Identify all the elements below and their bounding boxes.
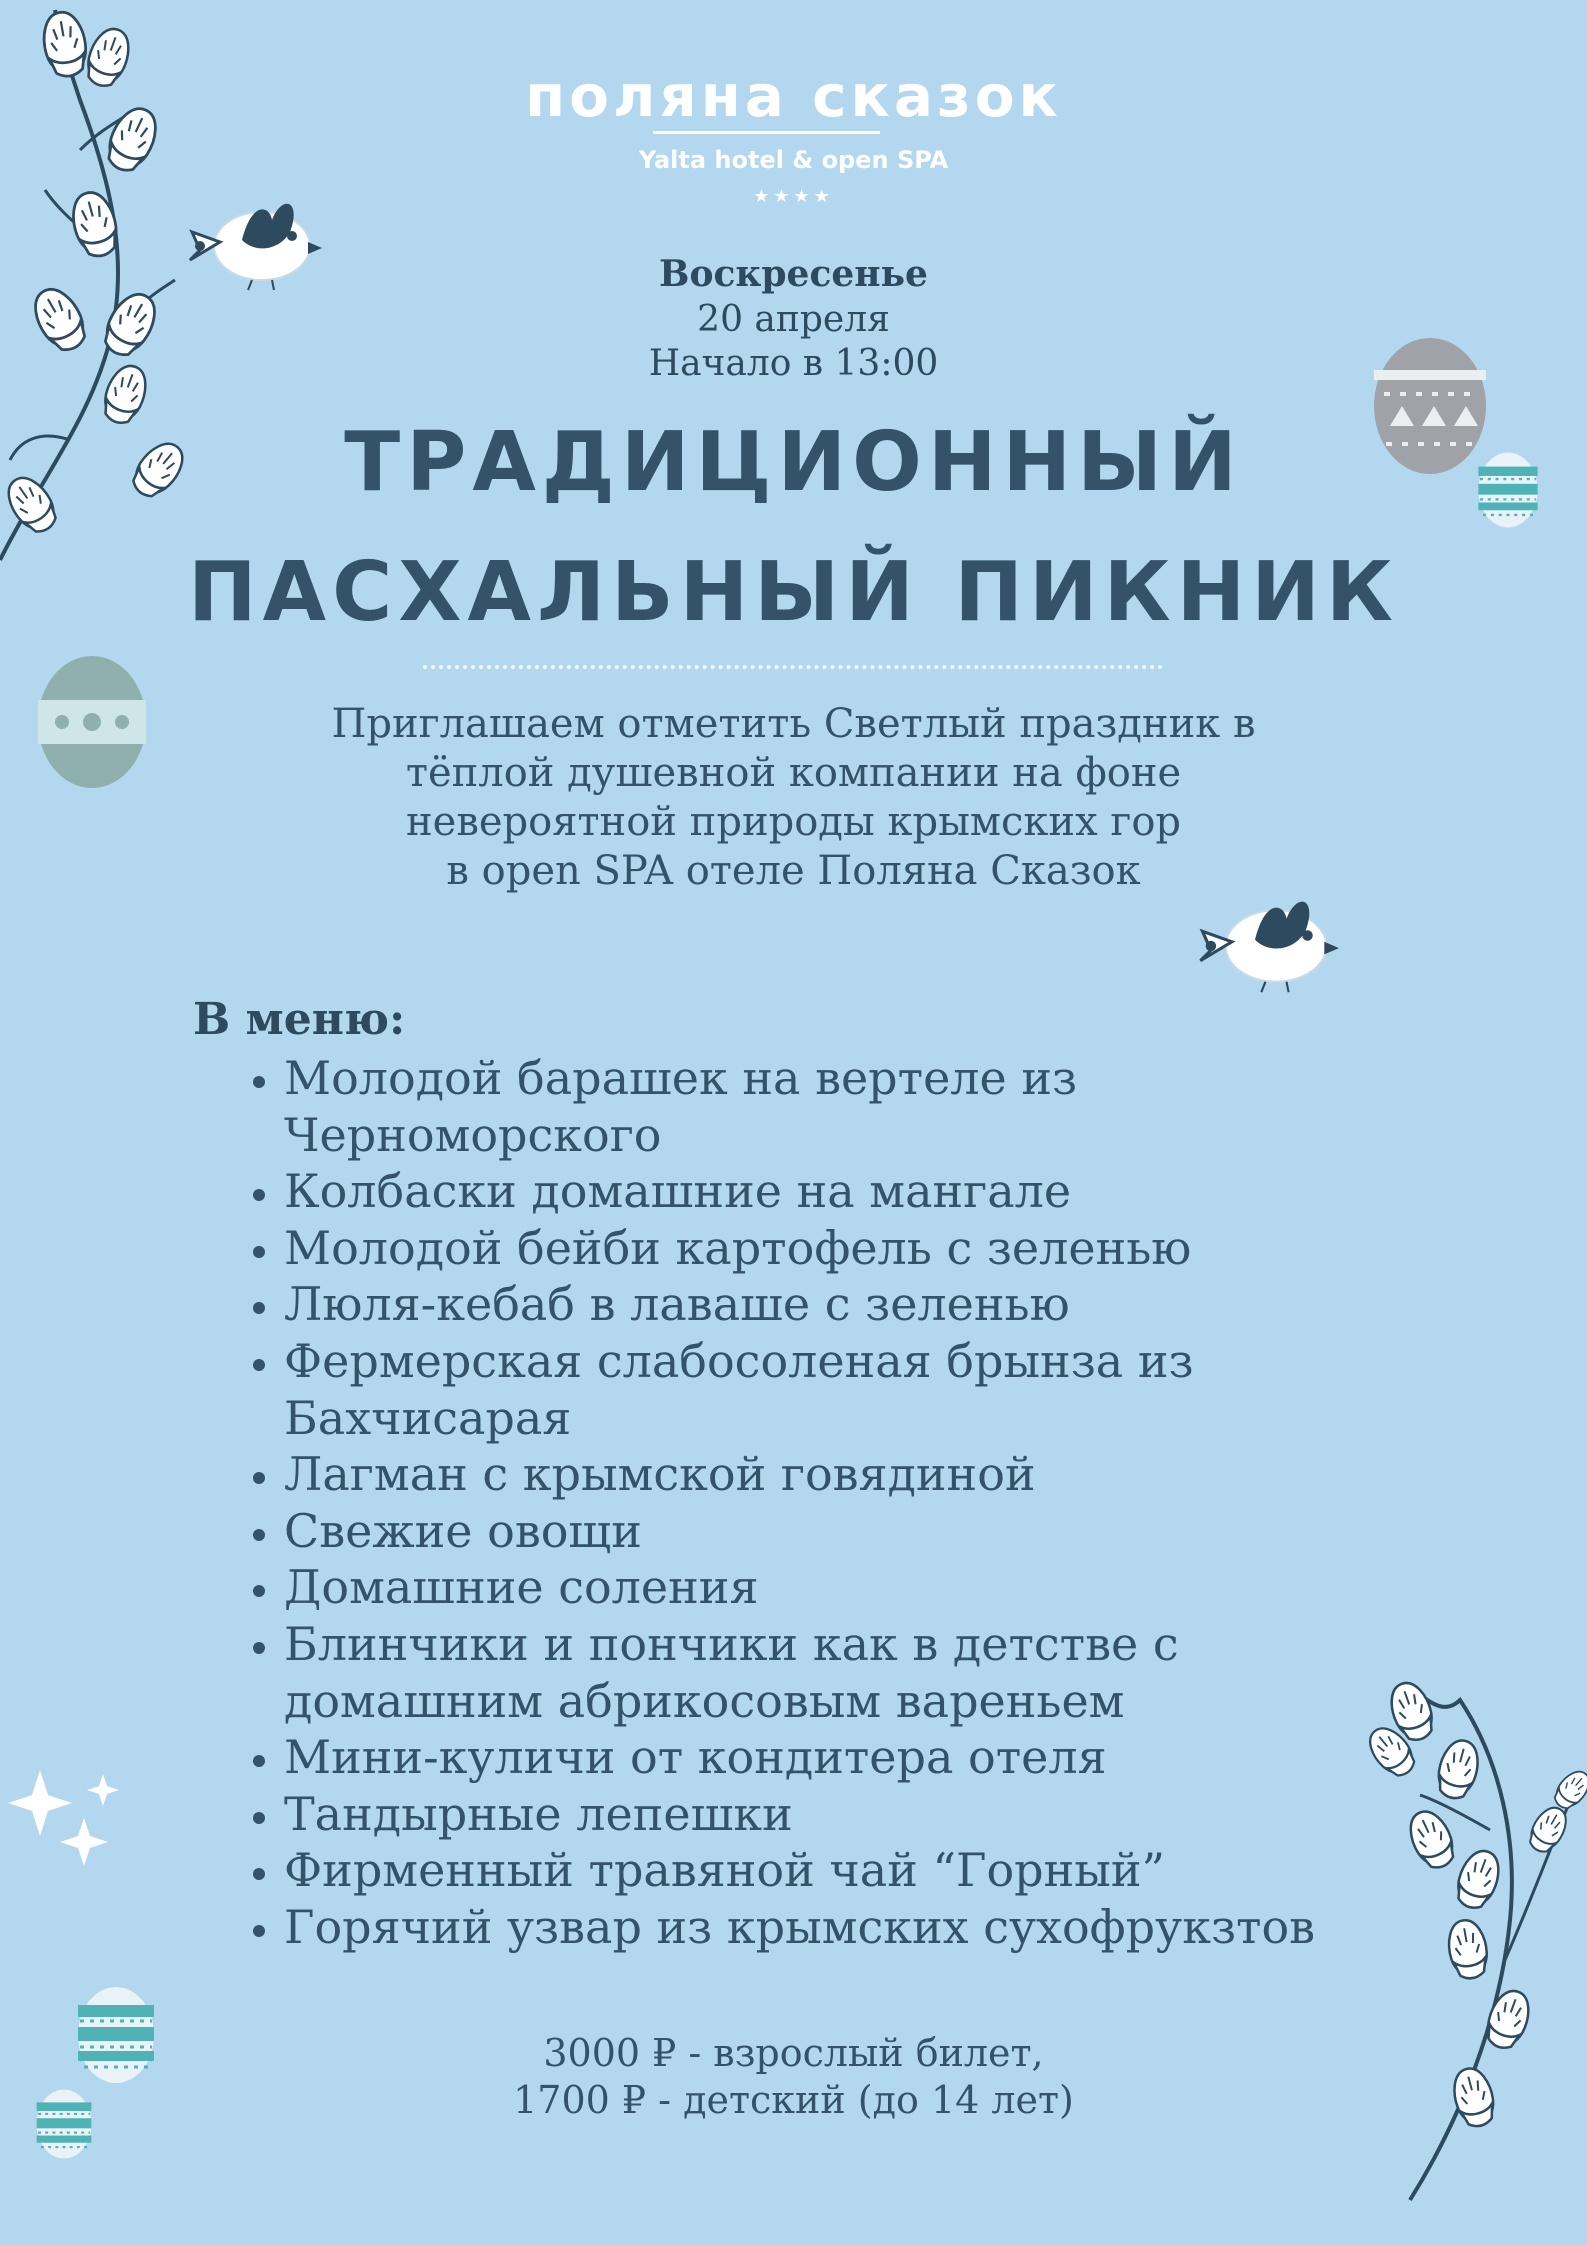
page-title-line2: ПАСХАЛЬНЫЙ ПИКНИК [188, 545, 1399, 640]
price-adult: 3000 ₽ - взрослый билет, [543, 2031, 1044, 2075]
logo-subtitle: Yalta hotel & open SPA [638, 146, 949, 174]
prices [0, 2030, 1587, 2124]
logo-stars: ★★★★ [753, 186, 834, 207]
dotted-divider [423, 665, 1163, 669]
event-day: Воскресенье [659, 253, 928, 295]
intro-line: невероятной природы крымских гор [405, 799, 1182, 845]
menu-item: • Фирменный травяной чай “Горный” [284, 1842, 1514, 1899]
intro-line: тёплой душевной компании на фоне [405, 750, 1182, 796]
sparkle-icon [8, 1770, 119, 1866]
page-title-line1: ТРАДИЦИОННЫЙ [344, 415, 1243, 510]
price-child: 1700 ₽ - детский (до 14 лет) [513, 2078, 1074, 2122]
bird-icon [1200, 902, 1339, 993]
event-start-time: Начало в 13:00 [648, 343, 939, 384]
menu-item: • Мини-куличи от кондитера отеля [284, 1729, 1514, 1786]
menu-item: • Домашние соления [284, 1559, 1514, 1616]
menu-item: • Колбаски домашние на мангале [284, 1163, 1514, 1220]
menu-item: • Фермерская слабосоленая брынза из Бахчисарая [284, 1333, 1314, 1446]
menu-heading: В меню: [193, 994, 406, 1045]
menu-item: • Молодой барашек на вертеле из Черноморского [284, 1050, 1184, 1163]
logo-name: поляна сказок [525, 62, 1062, 130]
menu-item: • Лагман с крымской говядиной [284, 1446, 1514, 1503]
menu-item: • Тандырные лепешки [284, 1786, 1514, 1843]
intro-line: в open SPA отеле Поляна Сказок [446, 848, 1141, 894]
menu-item: • Блинчики и пончики как в детстве с домашним абрикосовым вареньем [284, 1616, 1314, 1729]
intro-text [0, 700, 1587, 896]
event-date: 20 апреля [697, 299, 890, 340]
menu-item: • Горячий узвар из крымских сухофрукзтов [284, 1899, 1514, 1956]
menu-list [240, 1050, 1514, 1956]
menu-item: • Молодой бейби картофель с зеленью [284, 1220, 1514, 1277]
intro-line: Приглашаем отметить Светлый праздник в [331, 701, 1256, 747]
menu-item: • Люля-кебаб в лаваше с зеленью [284, 1276, 1514, 1333]
logo-underline [653, 131, 880, 134]
menu-item: • Свежие овощи [284, 1503, 1514, 1560]
